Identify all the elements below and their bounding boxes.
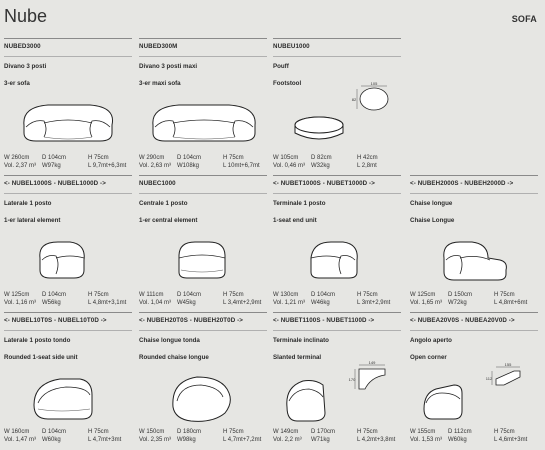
width-value: W 260cm — [4, 155, 30, 161]
fabric-value: L 2,8mt — [357, 163, 377, 169]
height-value: H 75cm — [494, 429, 515, 435]
weight-value: W97kg — [42, 163, 61, 169]
product-row — [0, 38, 545, 175]
volume-value: Vol. 2,35 m³ — [139, 437, 172, 443]
rounded-side-unit-illustration — [4, 367, 132, 427]
product-card-central — [139, 175, 267, 312]
width-value: W 111cm — [139, 292, 164, 298]
depth-value: D 104cm — [177, 292, 202, 298]
product-card-lateral — [4, 175, 132, 312]
height-value: H 75cm — [88, 155, 109, 161]
depth-value: D 180cm — [177, 429, 202, 435]
weight-value: W46kg — [311, 300, 330, 306]
height-value: H 75cm — [357, 292, 378, 298]
height-value: H 75cm — [223, 292, 244, 298]
end-unit-illustration — [273, 230, 401, 290]
height-value: H 75cm — [357, 429, 378, 435]
central-element-illustration — [139, 230, 267, 290]
weight-value: W108kg — [177, 163, 200, 169]
product-name-it: Chaise longue tonda — [139, 337, 200, 344]
product-name-it: Pouff — [273, 63, 289, 70]
volume-value: Vol. 2,2 m³ — [273, 437, 302, 443]
product-code: <- NUBET1000S - NUBET1000D -> — [273, 180, 375, 187]
sofa-3-seat-maxi-illustration — [139, 93, 267, 153]
fabric-value: L 10mt+6,7mt — [223, 163, 260, 169]
product-name-it: Terminale 1 posto — [273, 200, 326, 207]
product-code: <- NUBEL1000S - NUBEL1000D -> — [4, 180, 106, 187]
product-code: <- NUBET1100S - NUBET1100D -> — [273, 317, 375, 324]
fabric-value: L 3,4mt+2,9mt — [223, 300, 262, 306]
product-dimensions — [410, 428, 540, 444]
page-title: Nube — [4, 6, 48, 26]
product-dimensions — [410, 291, 540, 307]
product-name-en: 1-er central element — [139, 217, 198, 224]
height-value: H 42cm — [357, 155, 378, 161]
fabric-value: L 4,6mt+3mt — [494, 437, 528, 443]
product-card-rounded-side — [4, 312, 132, 449]
weight-value: W60kg — [42, 437, 61, 443]
depth-value: D 104cm — [177, 155, 202, 161]
volume-value: Vol. 2,63 m³ — [139, 163, 172, 169]
product-code: <- NUBEL10T0S - NUBEL10T0D -> — [4, 317, 107, 324]
product-name-en: Rounded 1-seat side unit — [4, 354, 78, 361]
product-row — [0, 312, 545, 449]
product-dimensions — [4, 428, 134, 444]
plan-width-label: 105 — [370, 81, 378, 86]
plan-width-label: 149 — [368, 360, 376, 365]
product-row — [0, 175, 545, 312]
product-code: NUBED3000 — [4, 43, 41, 50]
product-dimensions — [139, 428, 269, 444]
width-value: W 290cm — [139, 155, 165, 161]
product-name-en: 1-seat end unit — [273, 217, 317, 224]
product-card-pouff — [273, 38, 401, 175]
depth-value: D 112cm — [448, 429, 472, 435]
height-value: H 75cm — [88, 292, 109, 298]
sofa-3-seat-illustration — [4, 93, 132, 153]
fabric-value: L 4,2mt+3,8mt — [357, 437, 396, 443]
depth-value: D 82cm — [311, 155, 332, 161]
product-name-en: 3-er sofa — [4, 80, 30, 87]
plan-depth-label: 112 — [485, 376, 493, 381]
volume-value: Vol. 1,65 m³ — [410, 300, 443, 306]
product-name-en: Chaise Longue — [410, 217, 455, 224]
product-card-slanted-terminal — [273, 312, 401, 449]
product-name-it: Angolo aperto — [410, 337, 452, 344]
volume-value: Vol. 1,16 m³ — [4, 300, 37, 306]
product-name-it: Divano 3 posti — [4, 63, 47, 70]
slanted-terminal-illustration — [273, 360, 401, 427]
fabric-value: L 4,8mt+6mt — [494, 300, 528, 306]
rounded-chaise-illustration — [139, 367, 267, 427]
width-value: W 155cm — [410, 429, 436, 435]
volume-value: Vol. 2,37 m³ — [4, 163, 37, 169]
product-code: <- NUBEA20V0S - NUBEA20V0D -> — [410, 317, 515, 324]
weight-value: W32kg — [311, 163, 330, 169]
height-value: H 75cm — [88, 429, 109, 435]
weight-value: W60kg — [448, 437, 467, 443]
product-name-en: Open corner — [410, 354, 447, 361]
plan-depth-label: 170 — [348, 377, 356, 382]
product-dimensions — [273, 428, 403, 444]
product-card-sofa-3 — [4, 38, 132, 175]
open-corner-illustration — [410, 362, 538, 427]
weight-value: W98kg — [177, 437, 196, 443]
product-name-en: 1-er lateral element — [4, 217, 61, 224]
fabric-value: L 4,7mt+3mt — [88, 437, 122, 443]
volume-value: Vol. 0,46 m³ — [273, 163, 306, 169]
height-value: H 75cm — [223, 429, 244, 435]
product-dimensions — [273, 291, 403, 307]
plan-depth-label: 82 — [351, 97, 357, 102]
product-card-terminal — [273, 175, 401, 312]
depth-value: D 104cm — [42, 292, 67, 298]
volume-value: Vol. 1,47 m³ — [4, 437, 37, 443]
lateral-element-illustration — [4, 230, 132, 290]
fabric-value: L 9,7mt+6,3mt — [88, 163, 127, 169]
fabric-value: L 4,7mt+7,2mt — [223, 437, 262, 443]
product-name-it: Chaise longue — [410, 200, 453, 207]
product-name-en: Footstool — [273, 80, 302, 87]
weight-value: W71kg — [311, 437, 330, 443]
volume-value: Vol. 1,04 m³ — [139, 300, 172, 306]
product-name-en: Slanted terminal — [273, 354, 322, 361]
product-name-it: Laterale 1 posto tondo — [4, 337, 71, 344]
width-value: W 149cm — [273, 429, 299, 435]
volume-value: Vol. 1,21 m³ — [273, 300, 306, 306]
product-name-it: Terminale inclinato — [273, 337, 329, 344]
plan-width-label: 155 — [504, 362, 512, 367]
depth-value: D 150cm — [448, 292, 473, 298]
width-value: W 125cm — [410, 292, 436, 298]
product-dimensions — [139, 154, 269, 170]
product-card-chaise-longue — [410, 175, 538, 312]
width-value: W 105cm — [273, 155, 299, 161]
product-card-sofa-3-maxi — [139, 38, 267, 175]
height-value: H 75cm — [223, 155, 244, 161]
category-label: SOFA — [511, 14, 537, 24]
weight-value: W72kg — [448, 300, 467, 306]
product-dimensions — [273, 154, 403, 170]
product-code: NUBEU1000 — [273, 43, 310, 50]
product-dimensions — [4, 291, 134, 307]
fabric-value: L 3mt+2,9mt — [357, 300, 391, 306]
width-value: W 125cm — [4, 292, 30, 298]
depth-value: D 104cm — [311, 292, 336, 298]
product-card-rounded-chaise — [139, 312, 267, 449]
product-name-it: Laterale 1 posto — [4, 200, 52, 207]
width-value: W 160cm — [4, 429, 30, 435]
product-name-it: Divano 3 posti maxi — [139, 63, 198, 70]
product-dimensions — [4, 154, 134, 170]
width-value: W 150cm — [139, 429, 165, 435]
product-name-it: Centrale 1 posto — [139, 200, 188, 207]
product-code: NUBED300M — [139, 43, 178, 50]
product-dimensions — [139, 291, 269, 307]
depth-value: D 104cm — [42, 429, 67, 435]
product-code: NUBEC1000 — [139, 180, 176, 187]
fabric-value: L 4,8mt+3,1mt — [88, 300, 127, 306]
product-grid — [0, 38, 545, 449]
height-value: H 75cm — [494, 292, 515, 298]
weight-value: W56kg — [42, 300, 61, 306]
chaise-longue-illustration — [410, 230, 538, 290]
product-card-open-corner — [410, 312, 538, 449]
width-value: W 130cm — [273, 292, 299, 298]
product-name-en: Rounded chaise longue — [139, 354, 209, 361]
weight-value: W45kg — [177, 300, 196, 306]
volume-value: Vol. 1,53 m³ — [410, 437, 443, 443]
depth-value: D 104cm — [42, 155, 67, 161]
product-code: <- NUBEH2000S - NUBEH2000D -> — [410, 180, 514, 187]
product-code: <- NUBEH20T0S - NUBEH20T0D -> — [139, 317, 243, 324]
product-name-en: 3-er maxi sofa — [139, 80, 181, 87]
depth-value: D 170cm — [311, 429, 336, 435]
